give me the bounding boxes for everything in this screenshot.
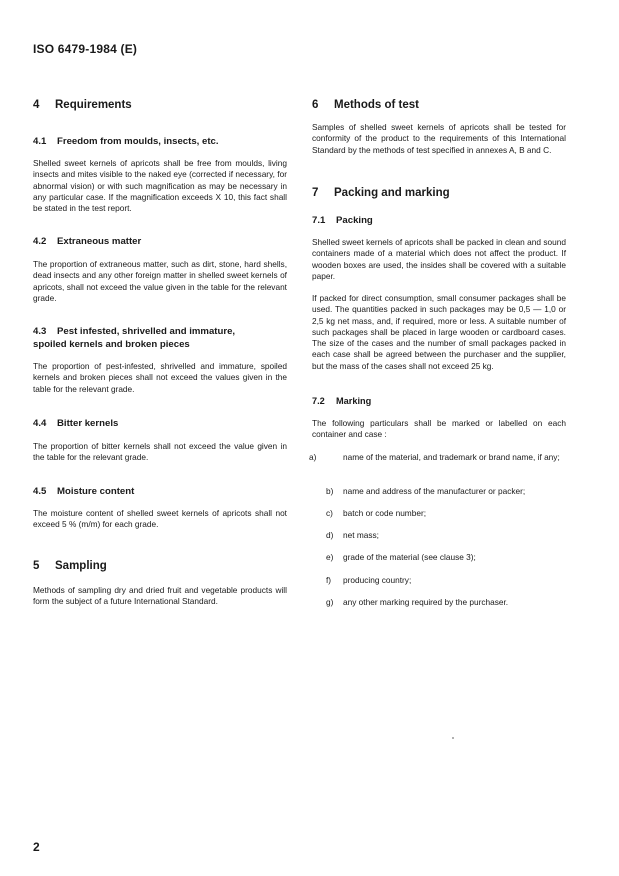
section-title: Marking: [336, 396, 372, 406]
section-number: 4.1: [33, 136, 47, 147]
section-4-1-heading: [33, 136, 219, 147]
list-item-tag: d): [326, 530, 334, 540]
section-4-heading: [33, 99, 132, 111]
list-item-tag: b): [326, 486, 334, 496]
section-title: Bitter kernels: [57, 418, 119, 429]
section-4-4-text: The proportion of bitter kernels shall not exceed the value given in the table for the relevant grade.: [33, 441, 287, 463]
list-item-tag: e): [326, 552, 334, 562]
section-title-line-2: spoiled kernels and broken pieces: [33, 338, 190, 350]
list-item-text: batch or code number;: [343, 508, 427, 518]
section-4-5-heading: [33, 486, 134, 497]
section-4-2-heading: [33, 236, 141, 247]
section-number: 7.2: [312, 396, 325, 406]
list-item: [326, 508, 566, 519]
list-item-tag: f): [326, 575, 332, 585]
list-item-text: grade of the material (see clause 3);: [343, 552, 476, 562]
section-5-text: Methods of sampling dry and dried fruit and vegetable products will form the subject of a future International Standard.: [33, 585, 287, 607]
section-title: Sampling: [55, 560, 107, 572]
list-item: [326, 552, 566, 563]
list-item-text: name of the material, and trademark or brand name, if any;: [343, 452, 560, 462]
section-number: 7: [312, 187, 319, 199]
section-7-1-heading: [312, 215, 373, 226]
section-number: 6: [312, 99, 319, 111]
list-item: [326, 486, 566, 497]
section-number: 4: [33, 99, 40, 111]
section-title: Requirements: [55, 99, 132, 111]
section-number: 4.3: [33, 326, 47, 337]
section-4-3-text: The proportion of pest-infested, shrivelled and immature, spoiled kernels and broken pieces shall not exceed the values given in the table for the relevant grade.: [33, 361, 287, 394]
list-item: [326, 597, 566, 608]
list-item-tag: a): [309, 452, 317, 462]
list-item: [326, 575, 566, 586]
list-item: [309, 452, 583, 463]
section-7-heading: [312, 187, 450, 199]
section-title: Extraneous matter: [57, 236, 142, 247]
list-item-tag: g): [326, 597, 334, 607]
section-title: Moisture content: [57, 486, 135, 497]
section-4-4-heading: [33, 418, 118, 429]
section-number: 5: [33, 560, 40, 572]
section-number: 7.1: [312, 215, 326, 226]
section-title: Packing and marking: [334, 187, 450, 199]
section-5-heading: [33, 560, 107, 572]
section-7-2-text: The following particulars shall be marked or labelled on each container and case :: [312, 418, 566, 440]
section-title-line-1: Pest infested, shrivelled and immature,: [57, 326, 236, 337]
section-number: 4.5: [33, 486, 47, 497]
section-number: 4.4: [33, 418, 47, 429]
section-4-5-text: The moisture content of shelled sweet kernels of apricots shall not exceed 5 % (m/m) for each grade.: [33, 508, 287, 530]
list-item-text: name and address of the manufacturer or packer;: [343, 486, 526, 496]
section-4-1-text: Shelled sweet kernels of apricots shall be free from moulds, living insects and mites visible to the naked eye (corrected if necessary, for abnormal vision) or with such magnification as may be necessary in any particular case. If the magnification exceeds X 10, this fact shall be stated in the test report.: [33, 158, 287, 214]
list-item-text: producing country;: [343, 575, 412, 585]
page-number: 2: [33, 840, 40, 854]
section-6-text: Samples of shelled sweet kernels of apricots shall be tested for conformity of the product to the requirements of this International Standard by the methods of test specified in annexes A, B and C.: [312, 122, 566, 155]
list-item-tag: c): [326, 508, 333, 518]
section-4-3-heading: [33, 326, 235, 351]
section-7-2-heading: [312, 396, 371, 406]
list-item-text: net mass;: [343, 530, 379, 540]
scan-speck: [452, 737, 454, 739]
section-number: 4.2: [33, 236, 47, 247]
section-6-heading: [312, 99, 419, 111]
list-item-text: any other marking required by the purchaser.: [343, 597, 509, 607]
section-7-1-text-1: Shelled sweet kernels of apricots shall be packed in clean and sound containers made of a material which does not affect the product. If wooden boxes are used, the insides shall be covered with a suitable paper.: [312, 237, 566, 281]
section-4-2-text: The proportion of extraneous matter, such as dirt, stone, hard shells, dead insects and any other foreign matter in shelled sweet kernels of apricots, shall not exceed the value given in the table for the relevant grade.: [33, 259, 287, 303]
list-item: [326, 530, 566, 541]
section-7-1-text-2: If packed for direct consumption, small consumer packages shall be used. The quantities packed in such packages may be 0,5 — 1,0 or 2,5 kg net mass, and, if required, more or less. A suitable number of such packages shall be placed in large wooden or cardboard cases. The size of the cases and the number of small packages packed in each case shall be agreed between the purchaser and the supplier, but the mass of the cases shall not exceed 25 kg.: [312, 293, 566, 371]
section-title: Packing: [336, 215, 373, 226]
section-title: Freedom from moulds, insects, etc.: [57, 136, 219, 147]
section-title: Methods of test: [334, 99, 419, 111]
document-header: ISO 6479-1984 (E): [33, 42, 138, 56]
